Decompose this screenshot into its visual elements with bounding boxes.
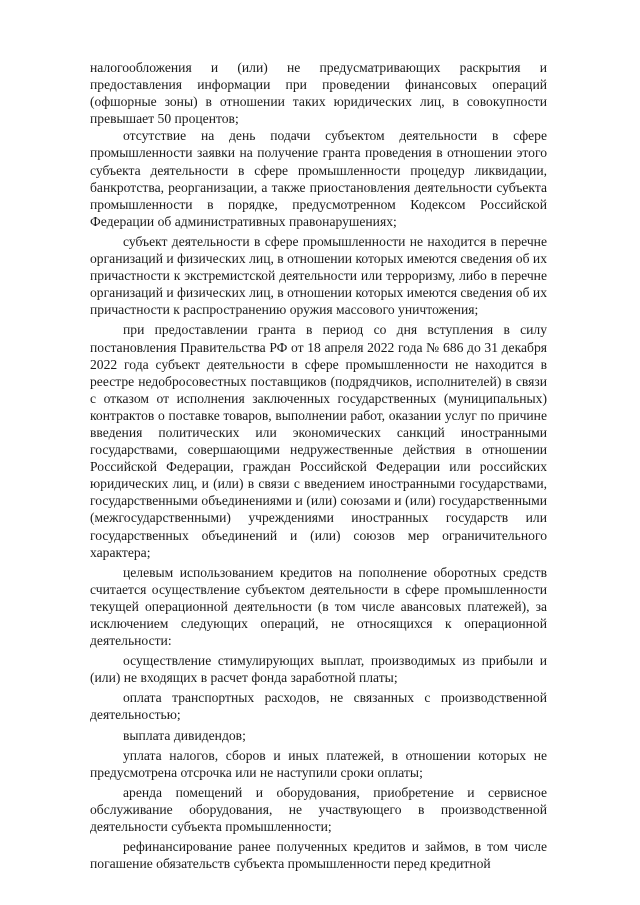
paragraph-not-in-extremist-list: субъект деятельности в сфере промышленности не находится в перечне организаций и физических лиц, в отношении которых имеются сведения об их причастности к экстремистской деятельности или терроризму, либо в перечне организаций и физических лиц, в отношении которых имеются сведения об их причастности к распространению оружия массового уничтожения;: [90, 233, 547, 318]
paragraph-taxes: уплата налогов, сборов и иных платежей, в отношении которых не предусмотрена отсрочка или не наступили сроки оплаты;: [90, 747, 547, 780]
paragraph-offshore-continuation: налогообложения и (или) не предусматривающих раскрытия и предоставления информации при проведении финансовых операций (офшорные зоны) в отношении таких юридических лиц, в совокупности превышает 50 процентов;: [90, 60, 547, 127]
paragraph-refinancing: рефинансирование ранее полученных кредитов и займов, в том числе погашение обязательств субъекта промышленности перед кредитной: [90, 839, 547, 872]
paragraph-dividends: выплата дивидендов;: [123, 727, 246, 743]
paragraph-incentive-payments: осуществление стимулирующих выплат, производимых из прибыли и (или) не входящих в расчет фонда заработной платы;: [90, 653, 547, 686]
paragraph-not-in-unfair-suppliers-registry: при предоставлении гранта в период со дня вступления в силу постановления Правительства РФ от 18 апреля 2022 года № 686 до 31 декабря 2022 года субъект деятельности в сфере промышленности не находится в реестре недобросовестных поставщиков (подрядчиков, исполнителей) в связи с отказом от исполнения заключенных государственных (муниципальных) контрактов о поставке товаров, выполнении работ, оказании услуг по причине введения политических или экономических санкций иностранными государствами, совершающими недружественные действия в отношении Российской Федерации, граждан Российской Федерации или российских юридических лиц, и (или) в связи с введением иностранными государствами, государственными объединениями и (или) союзами и (или) государственными (межгосударственными) учреждениями иностранных государств или государственных объединений и (или) союзов мер ограничительного характера;: [90, 322, 547, 560]
paragraph-no-liquidation: отсутствие на день подачи субъектом деятельности в сфере промышленности заявки на получение гранта проведения в отношении этого субъекта деятельности в сфере промышленности процедур ликвидации, банкротства, реорганизации, а также приостановления деятельности субъекта промышленности в порядке, предусмотренном Кодексом Российской Федерации об административных правонарушениях;: [90, 128, 547, 229]
paragraph-targeted-credit-use: целевым использованием кредитов на пополнение оборотных средств считается осуществление субъектом деятельности в сфере промышленности текущей операционной деятельности (в том числе авансовых платежей), за исключением следующих операций, не относящихся к операционной деятельности:: [90, 564, 547, 649]
document-body: [90, 59, 547, 872]
paragraph-transport-costs: оплата транспортных расходов, не связанных с производственной деятельностью;: [90, 690, 547, 723]
paragraph-equipment-lease: аренда помещений и оборудования, приобретение и сервисное обслуживание оборудования, не участвующего в производственной деятельности субъекта промышленности;: [90, 784, 547, 835]
